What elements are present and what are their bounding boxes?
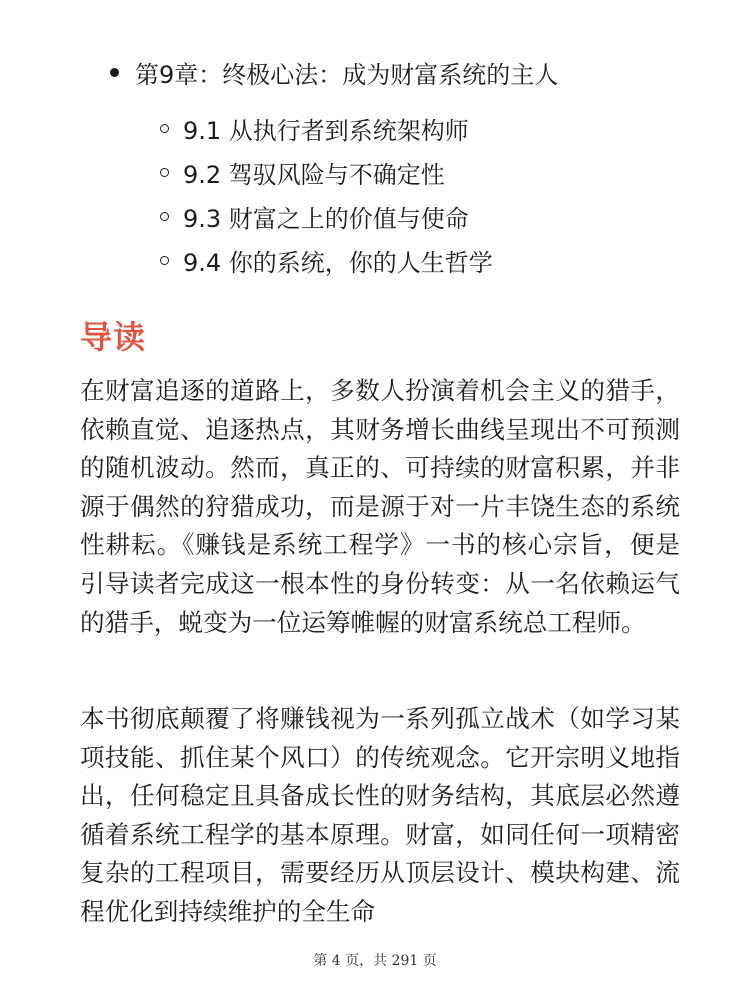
toc-section-list — [160, 106, 493, 282]
intro-paragraph: 本书彻底颠覆了将赚钱视为一系列孤立战术（如学习某项技能、抓住某个风口）的传统观念。它开宗明义地指出，任何稳定且具备成长性的财务结构，其底层必然遵循着系统工程学的基本原理。财富，如同任何一项精密复杂的工程项目，需要经历从顶层设计、模块构建、流程优化到持续维护的全生命 — [80, 704, 680, 926]
bullet-circle-icon — [160, 124, 169, 133]
intro-paragraph: 在财富追逐的道路上，多数人扮演着机会主义的猎手，依赖直觉、追逐热点，其财务增长曲线呈现出不可预测的随机波动。然而，真正的、可持续的财富积累，并非源于偶然的狩猎成功，而是源于对一片丰饶生态的系统性耕耘。《赚钱是系统工程学》一书的核心宗旨，便是引导读者完成这一根本性的身份转变：从一名依赖运气的猎手，蜕变为一位运筹帷幄的财富系统总工程师。 — [80, 376, 680, 637]
toc-section-label: 9.2 驾驭风险与不确定性 — [183, 160, 445, 189]
toc-chapter-item[interactable] — [110, 52, 558, 92]
toc-section-item[interactable] — [160, 150, 493, 194]
toc-section-label: 9.4 你的系统，你的人生哲学 — [183, 248, 493, 277]
toc-section-item[interactable] — [160, 106, 493, 150]
toc-section-label: 9.1 从执行者到系统架构师 — [183, 116, 469, 145]
toc-section-item[interactable] — [160, 194, 493, 238]
toc-chapter-label: 第9章：终极心法：成为财富系统的主人 — [135, 60, 559, 89]
toc-section-label: 9.3 财富之上的价值与使命 — [183, 204, 469, 233]
bullet-circle-icon — [160, 212, 169, 221]
bullet-circle-icon — [160, 168, 169, 177]
section-heading: 导读 — [80, 318, 147, 356]
bullet-circle-icon — [160, 256, 169, 265]
toc-section-item[interactable] — [160, 238, 493, 282]
page-indicator: 第 4 页，共 291 页 — [313, 953, 437, 969]
bullet-disc-icon — [110, 68, 119, 77]
